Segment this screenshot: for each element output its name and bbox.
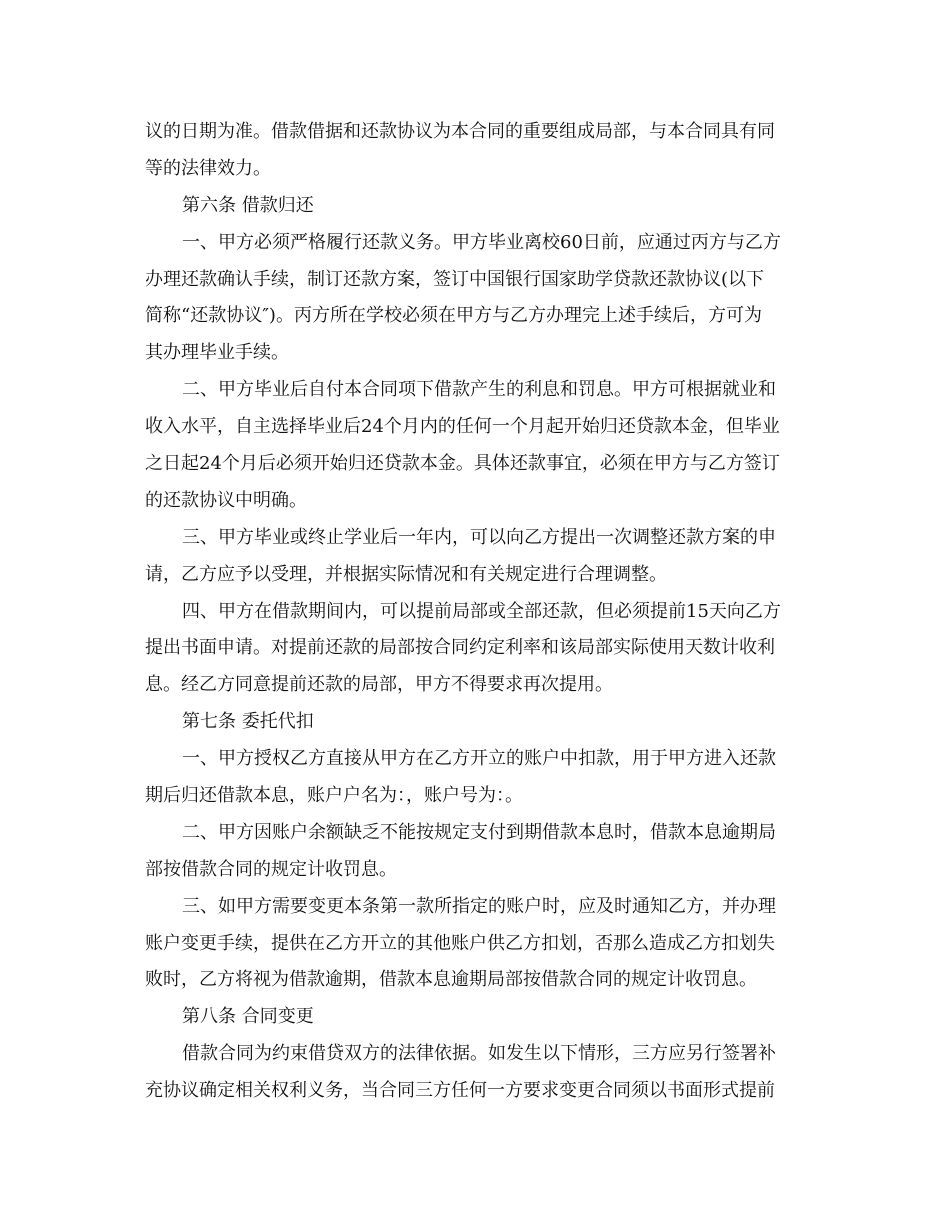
text-line: 二、甲方毕业后自付本合同项下借款产生的利息和罚息。甲方可根据就业和 (182, 379, 776, 401)
text-line: 之日起24个月后必须开始归还贷款本金。具体还款事宜，必须在甲方与乙方签订 (145, 453, 780, 475)
document-body (145, 114, 811, 1110)
text-line: 收入水平，自主选择毕业后24个月内的任何一个月起开始归还贷款本金，但毕业 (145, 416, 780, 438)
text-line: 其办理毕业手续。 (145, 342, 289, 364)
article-8-heading: 第八条 合同变更 (182, 1006, 314, 1028)
text-line: 四、甲方在借款期间内，可以提前局部或全部还款，但必须提前15天向乙方 (182, 600, 781, 622)
text-line: 等的法律效力。 (145, 157, 271, 179)
text-line: 一、甲方必须严格履行还款义务。甲方毕业离校60日前，应通过丙方与乙方 (182, 231, 781, 253)
article-6-heading: 第六条 借款归还 (182, 194, 314, 216)
text-line: 账户变更手续，提供在乙方开立的其他账户供乙方扣划，否那么造成乙方扣划失 (145, 932, 775, 954)
article-7-heading: 第七条 委托代扣 (182, 711, 314, 733)
text-line: 的还款协议中明确。 (145, 489, 307, 511)
text-line: 三、如甲方需要变更本条第一款所指定的账户时，应及时通知乙方，并办理 (182, 895, 776, 917)
text-line: 部按借款合同的规定计收罚息。 (145, 858, 397, 880)
text-line: 议的日期为准。借款借据和还款协议为本合同的重要组成局部，与本合同具有同 (145, 121, 775, 142)
text-line: 三、甲方毕业或终止学业后一年内，可以向乙方提出一次调整还款方案的申 (182, 526, 776, 548)
text-line: 期后归还借款本息，账户户名为：，账户号为：。 (145, 785, 523, 807)
text-line: 提出书面申请。对提前还款的局部按合同约定利率和该局部实际使用天数计收利 (145, 637, 775, 659)
text-line: 充协议确定相关权利义务，当合同三方任何一方要求变更合同须以书面形式提前 (145, 1080, 775, 1102)
text-line: 二、甲方因账户余额缺乏不能按规定支付到期借款本息时，借款本息逾期局 (182, 821, 776, 843)
text-line: 一、甲方授权乙方直接从甲方在乙方开立的账户中扣款，用于甲方进入还款 (182, 748, 776, 770)
text-line: 借款合同为约束借贷双方的法律依据。如发生以下情形，三方应另行签署补 (182, 1043, 776, 1065)
text-line: 办理还款确认手续，制订还款方案，签订中国银行国家助学贷款还款协议(以下 (145, 268, 765, 290)
text-line: 息。经乙方同意提前还款的局部，甲方不得要求再次提用。 (145, 674, 613, 696)
text-line: 简称“还款协议″)。丙方所在学校必须在甲方与乙方办理完上述手续后，方可为 (145, 305, 762, 327)
text-line: 请，乙方应予以受理，并根据实际情况和有关规定进行合理调整。 (145, 563, 667, 585)
text-line: 败时，乙方将视为借款逾期，借款本息逾期局部按借款合同的规定计收罚息。 (145, 969, 757, 991)
